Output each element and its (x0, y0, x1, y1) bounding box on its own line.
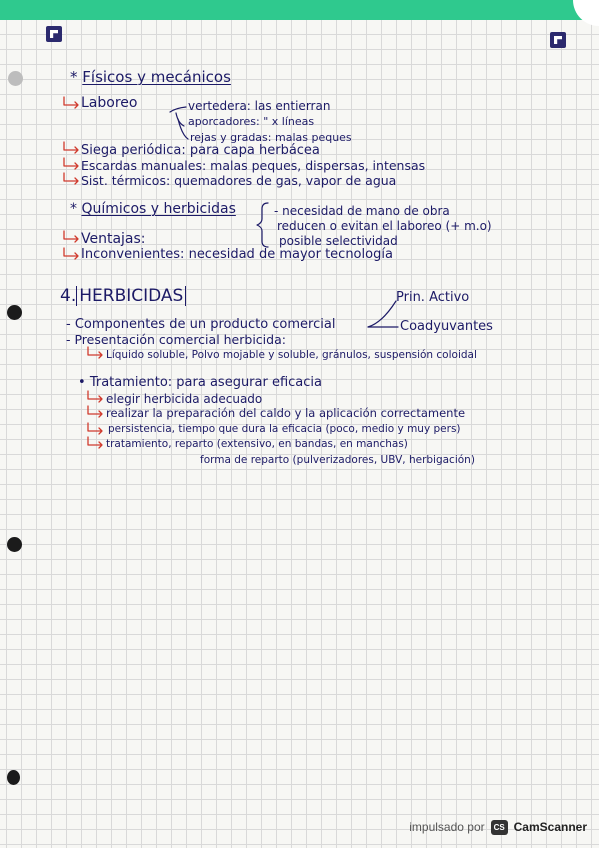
quimicos-heading: * Químicos y herbicidas (70, 201, 236, 217)
logo-text: CS (493, 822, 505, 832)
arrow-icon (64, 158, 78, 169)
tratamiento-item-2: realizar la preparación del caldo y la aplicación correctamente (106, 406, 466, 420)
laboreo-vertedera: vertedera: las entierran (188, 99, 331, 113)
quimicos-item-3: posible selectividad (279, 234, 398, 248)
arrow-icon (64, 248, 78, 259)
section-title: HERBICIDAS (76, 286, 186, 306)
laboreo-label: Laboreo (81, 95, 138, 111)
arrow-icon (64, 173, 78, 184)
arrow-icon (88, 437, 102, 448)
tratamiento-item-4: tratamiento, reparto (extensivo, en bandas, en manchas) (106, 438, 408, 450)
quimicos-item-2: reducen o evitan el laboreo (+ m.o) (277, 219, 492, 233)
arrow-icon (64, 142, 78, 153)
arrow-icon (88, 423, 102, 434)
escardas-line: Escardas manuales: malas peques, dispersas, intensas (81, 158, 426, 173)
tratamiento-item-1: elegir herbicida adecuado (106, 392, 263, 406)
forma-reparto-line: forma de reparto (pulverizadores, UBV, herbigación) (200, 454, 475, 466)
quimicos-item-1: - necesidad de mano de obra (274, 204, 450, 218)
siega-line: Siega periódica: para capa herbácea (81, 143, 320, 158)
tratamiento-heading: • Tratamiento: para asegurar eficacia (78, 375, 322, 390)
fisicos-heading-text: Físicos y mecánicos (82, 68, 231, 86)
ventajas-label: Ventajas: (81, 231, 146, 247)
fisicos-heading: * Físicos y mecánicos (70, 68, 231, 86)
inconvenientes-line: Inconvenientes: necesidad de mayor tecnología (81, 247, 393, 262)
componentes-line: - Componentes de un producto comercial (66, 317, 336, 332)
presentacion-line: - Presentación comercial herbicida: (66, 332, 286, 347)
camscanner-logo-icon (491, 820, 508, 835)
prin-activo-label: Prin. Activo (396, 290, 470, 305)
section-heading (60, 288, 186, 305)
section-number: 4. (60, 286, 77, 306)
arrow-icon (88, 406, 102, 417)
coadyuvantes-label: Coadyuvantes (400, 319, 493, 334)
quimicos-heading-text: Químicos y herbicidas (81, 201, 236, 217)
arrow-icon (64, 97, 78, 108)
sist-termicos-line: Sist. térmicos: quemadores de gas, vapor de agua (81, 173, 397, 188)
laboreo-aporcadores: aporcadores: " x líneas (188, 115, 315, 128)
presentacion-formas: Líquido soluble, Polvo mojable y soluble, gránulos, suspensión coloidal (106, 349, 477, 361)
laboreo-rejas: rejas y gradas: malas peques (190, 131, 352, 144)
camscanner-footer (409, 817, 587, 837)
powered-by-text: impulsado por (409, 820, 485, 834)
camscanner-brand: CamScanner (513, 820, 587, 834)
tratamiento-item-3: persistencia, tiempo que dura la eficacia (poco, medio y muy pers) (108, 423, 461, 435)
tratamiento-heading-text: Tratamiento: para asegurar eficacia (89, 375, 322, 390)
arrow-icon (88, 391, 102, 402)
arrow-icon (64, 231, 78, 242)
arrow-icon (88, 347, 102, 358)
